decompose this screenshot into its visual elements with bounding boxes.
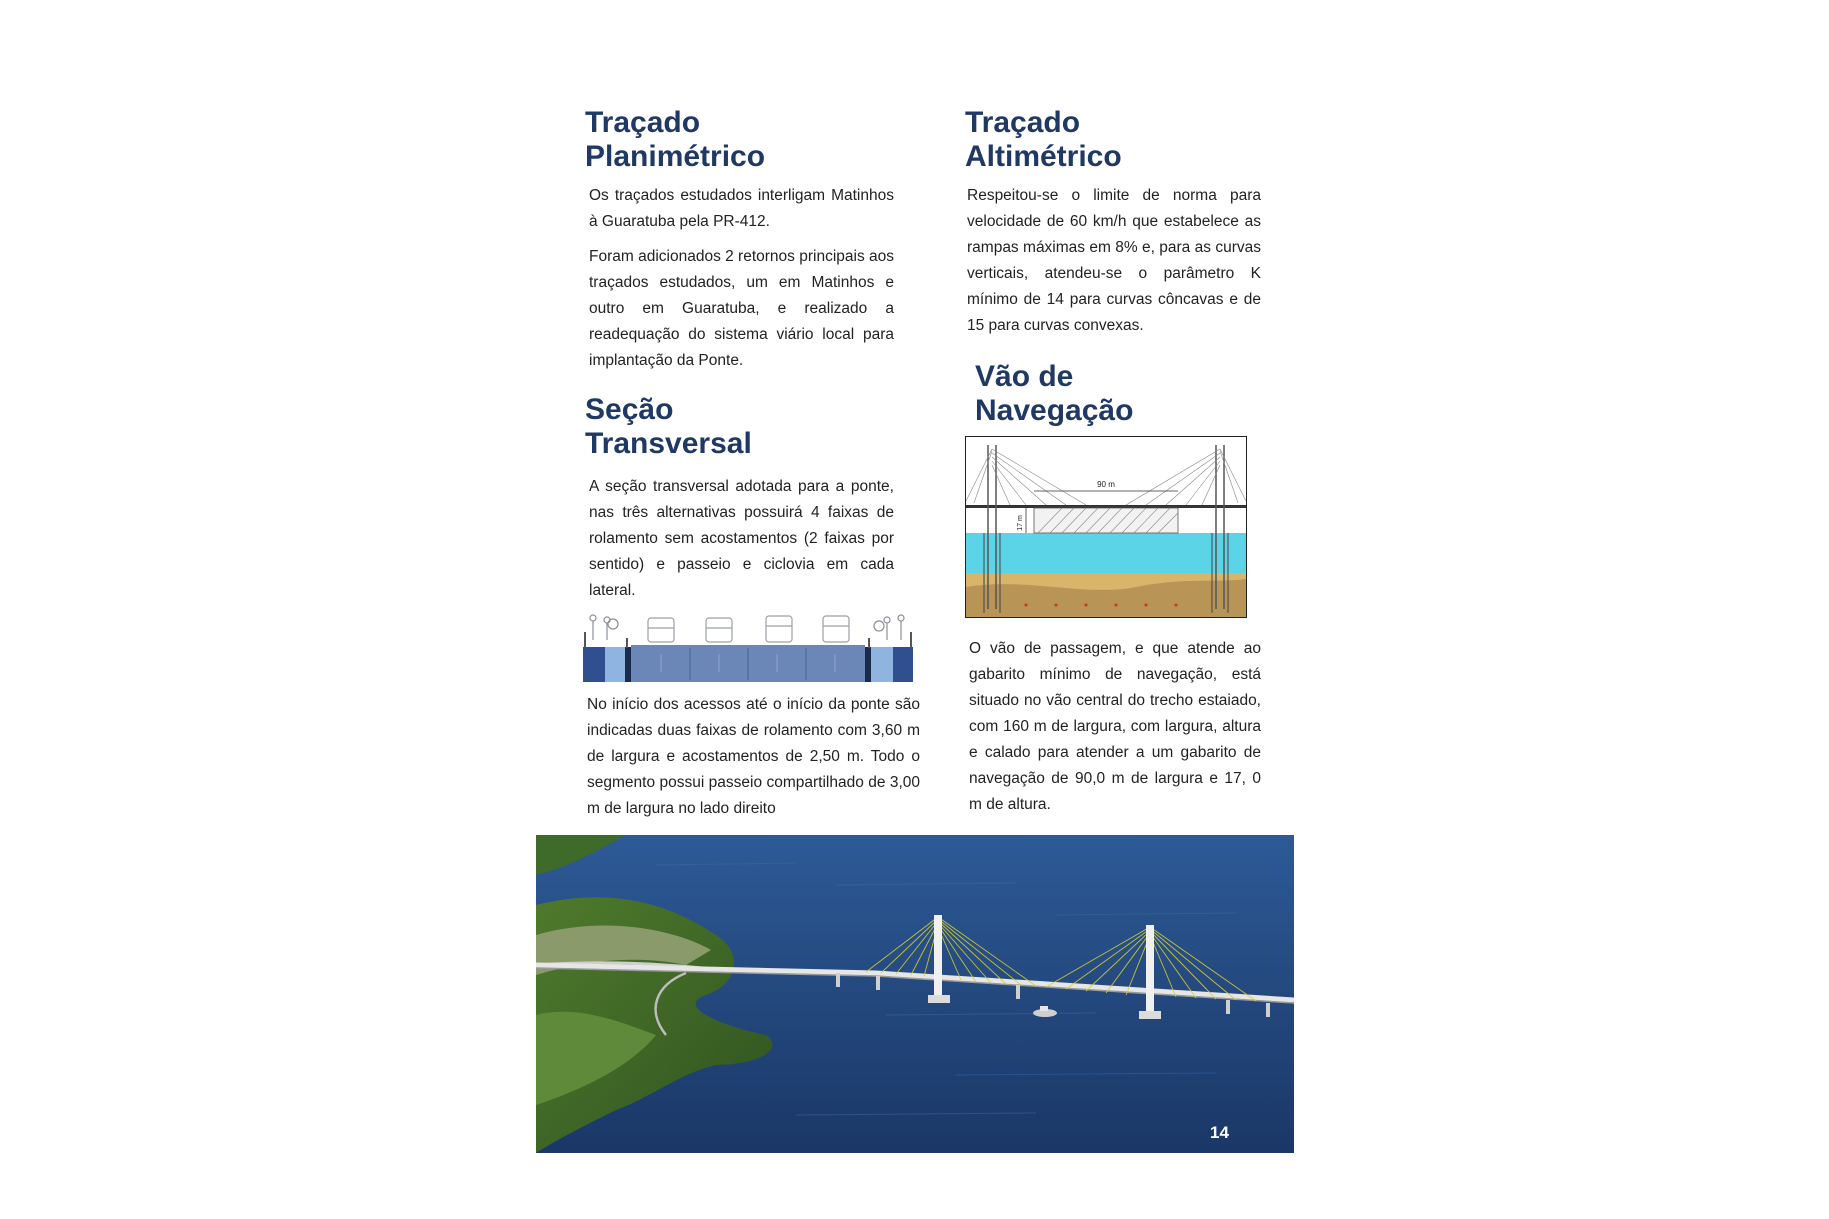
height-dimension-label: 17 m: [1017, 515, 1024, 531]
heading-line-1: Traçado: [965, 106, 1081, 139]
cross-section-drawing: [583, 612, 913, 682]
heading-line-1: Vão de: [975, 360, 1074, 393]
span-dimension-label: 90 m: [1097, 480, 1115, 489]
navigation-clearance-diagram: [965, 436, 1247, 618]
paragraph-planimetrico-1: Os traçados estudados interligam Matinhos à Guaratuba pela PR-412.: [589, 187, 894, 230]
heading-line-2: Planimétrico: [585, 140, 766, 173]
heading-line-1: Traçado: [585, 106, 701, 139]
paragraph-secao-1: A seção transversal adotada para a ponte, nas três alternativas possuirá 4 faixas de rolamento sem acostamentos (2 faixas por sentido) e passeio e ciclovia em cada lateral.: [589, 478, 894, 599]
cross-section-figure: [583, 612, 913, 682]
paragraph-vao-1: O vão de passagem, e que atende ao gabarito mínimo de navegação, está situado no vão central do trecho estaiado, com 160 m de largura, com largura, altura e calado para atender a um gabarito de navegação de 90,0 m de largura e 17, 0 m de altura.: [969, 640, 1261, 813]
heading-secao-transversal: [585, 393, 885, 461]
heading-line-2: Altimétrico: [965, 140, 1122, 173]
heading-line-2: Navegação: [975, 394, 1134, 427]
heading-line-2: Transversal: [585, 427, 752, 460]
paragraph-planimetrico-2: Foram adicionados 2 retornos principais aos traçados estudados, um em Matinhos e outro em Guaratuba, e realizado a readequação do sistema viário local para implantação da Ponte.: [589, 248, 894, 369]
heading-tracado-altimetrico: [965, 106, 1265, 174]
heading-vao-navegacao: [975, 360, 1275, 428]
heading-line-1: Seção: [585, 393, 674, 426]
clearance-drawing: [966, 437, 1246, 617]
heading-tracado-planimetrico: [585, 106, 885, 174]
paragraph-secao-2: No início dos acessos até o início da ponte são indicadas duas faixas de rolamento com 3,60 m de largura e acostamentos de 2,50 m. Todo o segmento possui passeio compartilhado de 3,00 m de largura no lado direito: [587, 696, 920, 817]
bridge-render-image: [536, 835, 1294, 1153]
page-number: 14: [1210, 1123, 1229, 1142]
paragraph-altimetrico-1: Respeitou-se o limite de norma para velocidade de 60 km/h que estabelece as rampas máximas em 8% e, para as curvas verticais, atendeu-se o parâmetro K mínimo de 14 para curvas côncavas e de 15 para curvas convexas.: [967, 187, 1261, 334]
bridge-render-drawing: [536, 835, 1294, 1153]
